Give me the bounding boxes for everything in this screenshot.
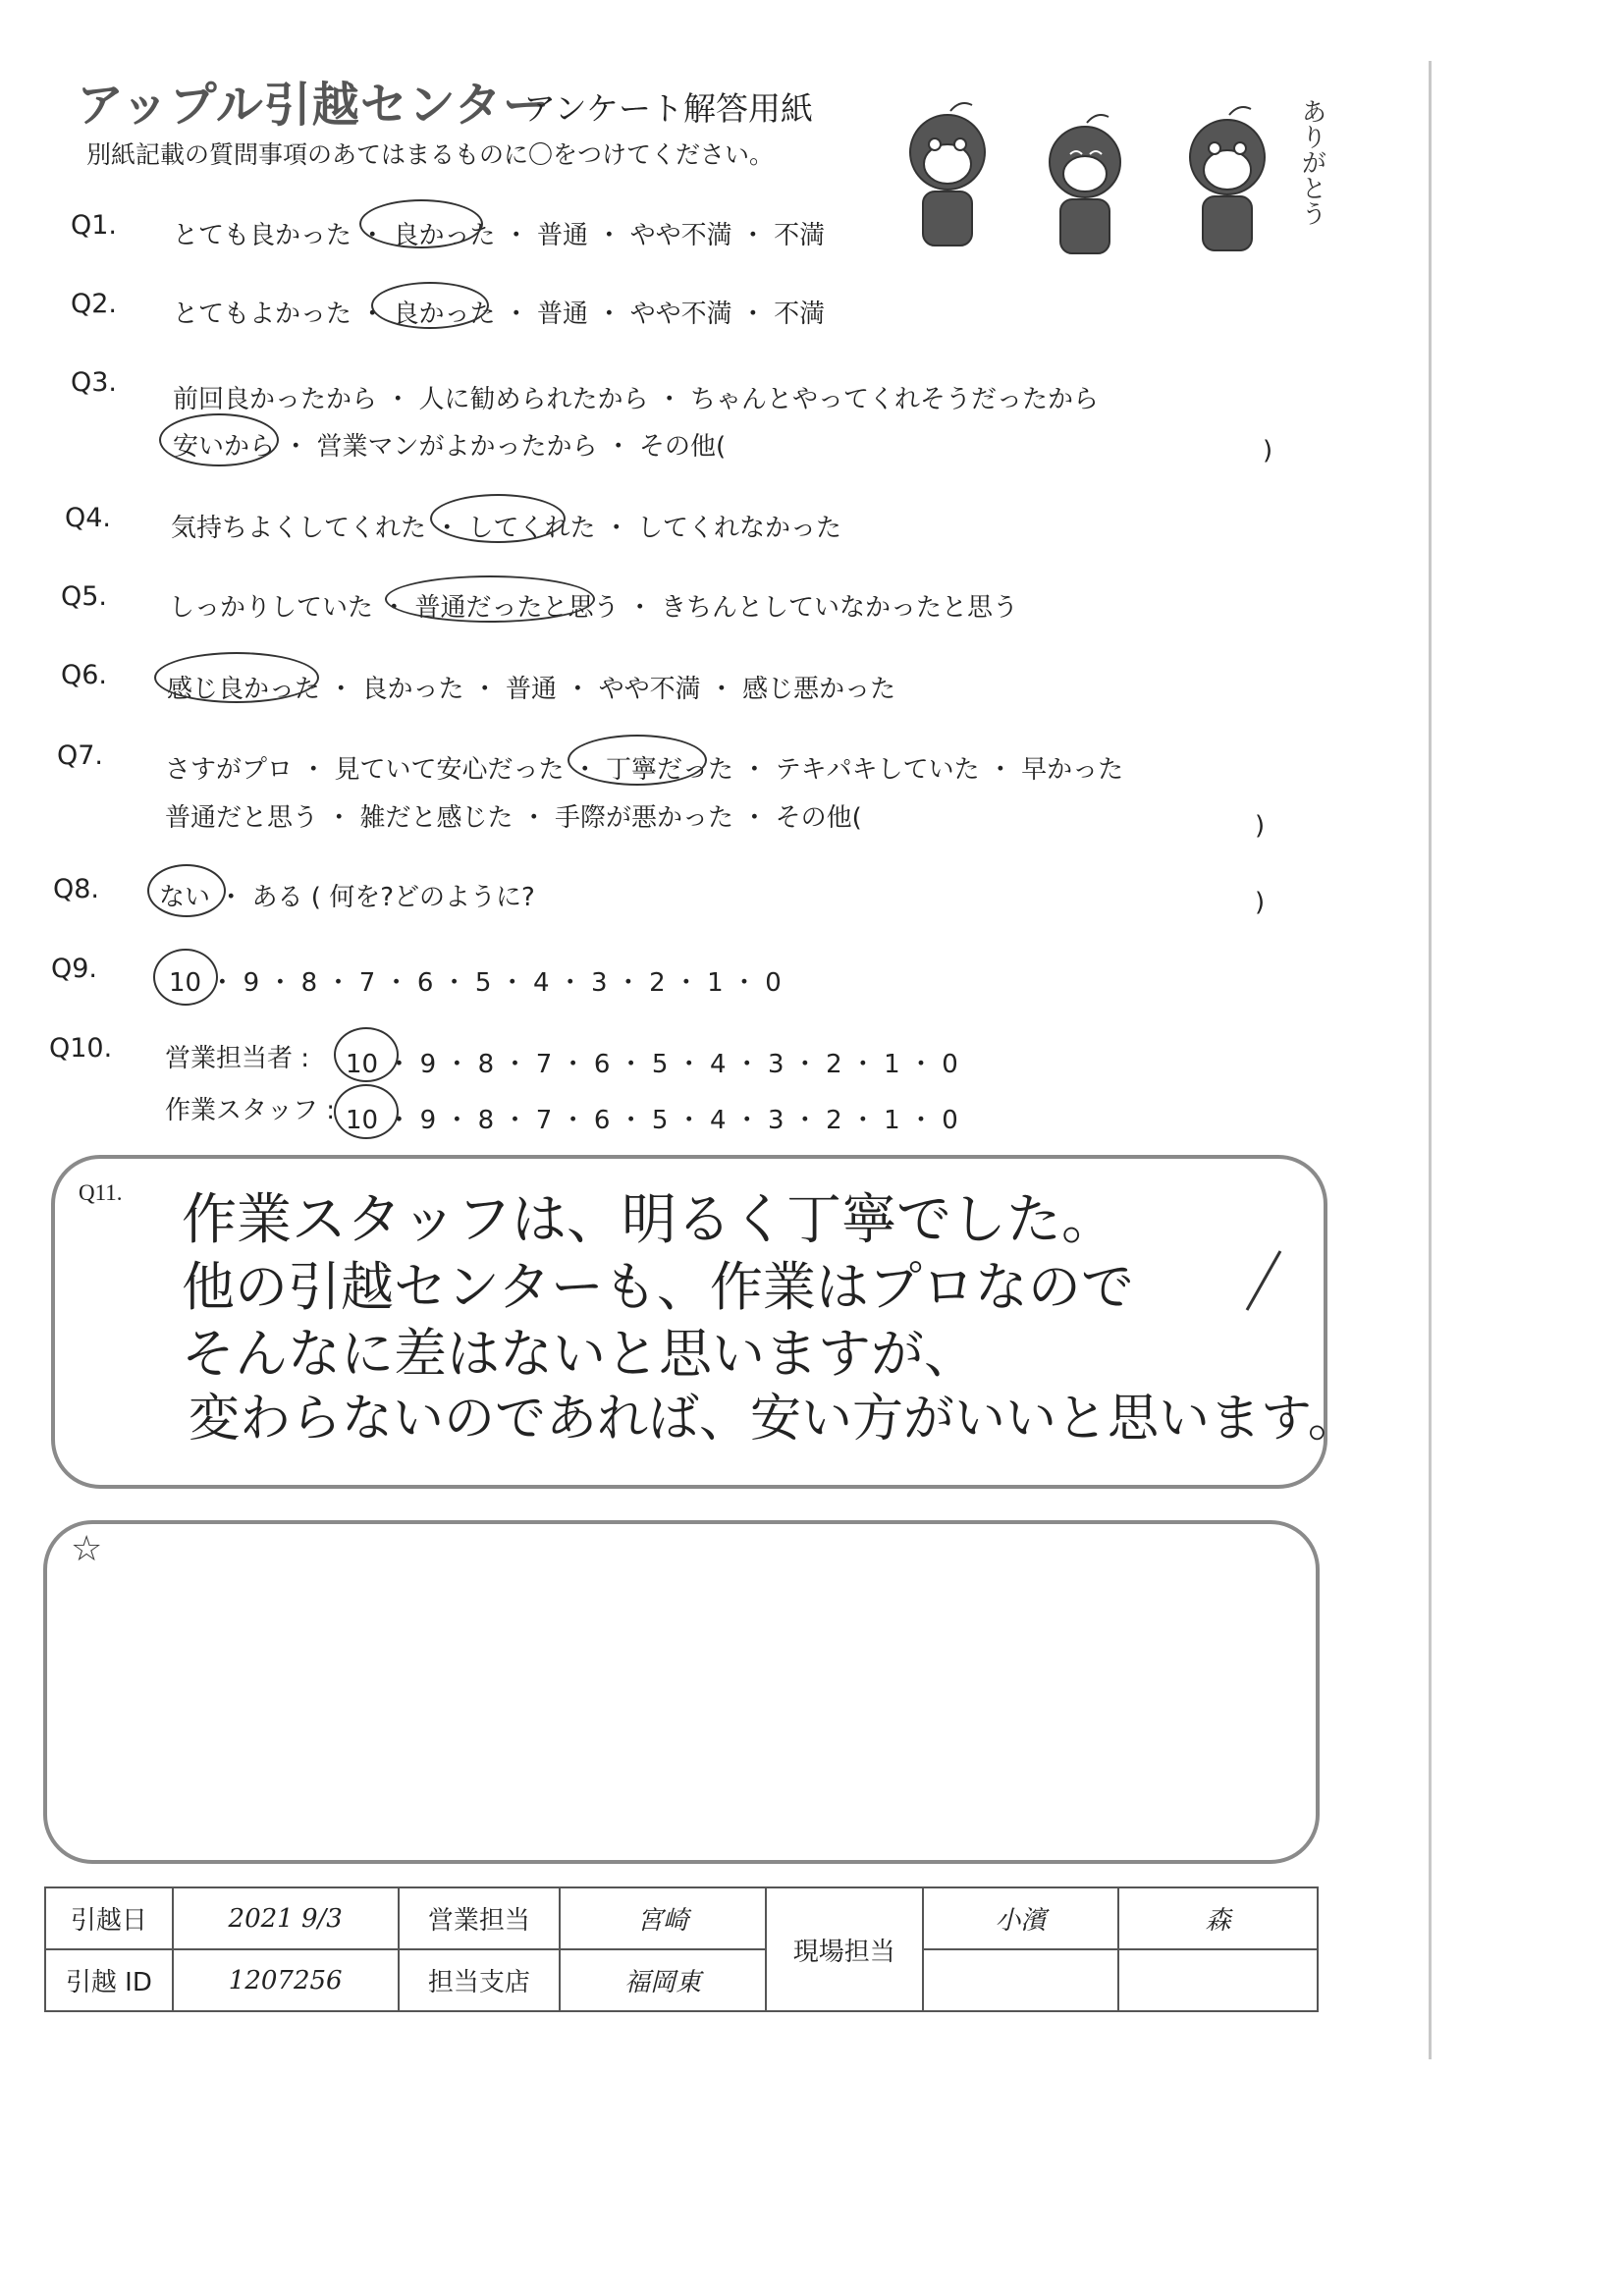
answer-circle-q3 (159, 413, 279, 466)
answer-circle-q7 (568, 735, 707, 786)
sales-rep-value: 宮崎 (560, 1887, 766, 1949)
question-label-q6: Q6. (61, 660, 108, 690)
star-icon: ☆ (71, 1529, 103, 1569)
question-options-q2: とてもよかった ・ 良かった ・ 普通 ・ やや不満 ・ 不満 (173, 300, 826, 329)
answer-circle-q8 (147, 864, 226, 917)
question-label-q2: Q2. (71, 289, 118, 319)
q11-comment-line-2: 他の引越センターも、作業はプロなので (182, 1256, 1134, 1318)
sales-rep-label: 営業担当 (399, 1887, 561, 1949)
site-rep-empty-2 (1118, 1949, 1318, 2011)
site-rep-empty-1 (923, 1949, 1119, 2011)
answer-circle-q5 (385, 575, 595, 623)
q11-comment-line-1: 作業スタッフは、明るく丁寧でした。 (182, 1188, 1116, 1252)
question-label-q9: Q9. (51, 954, 98, 984)
moving-id-label: 引越 ID (45, 1949, 173, 2011)
moving-date-label: 引越日 (45, 1887, 173, 1949)
question-options-q3-line2: 安いから ・ 営業マンがよかったから ・ その他( (173, 432, 727, 462)
question-label-q1: Q1. (71, 210, 118, 241)
question-options-q8: ない ・ ある ( 何を?どのように? (159, 883, 535, 912)
site-rep-value-2: 森 (1118, 1887, 1318, 1949)
question-options-q5: しっかりしていた ・ 普通だったと思う ・ きちんとしていなかったと思う (169, 593, 1019, 623)
moving-info-table (44, 1886, 1319, 2012)
q10-staff-scale: 10 ・ 9 ・ 8 ・ 7 ・ 6 ・ 5 ・ 4 ・ 3 ・ 2 ・ 1 ・ 0 (346, 1106, 958, 1135)
branch-label: 担当支店 (399, 1949, 561, 2011)
question-options-q6: 感じ良かった ・ 良かった ・ 普通 ・ やや不満 ・ 感じ悪かった (167, 675, 896, 704)
answer-circle-q2 (371, 282, 489, 329)
handwritten-slash-mark (1239, 1247, 1288, 1316)
moving-id-value: 1207256 (173, 1949, 399, 2011)
question-label-q4: Q4. (65, 503, 112, 533)
mascot-monkeys-illustration (884, 93, 1325, 270)
q11-label: Q11. (79, 1180, 123, 1205)
question-options-q3-line1: 前回良かったから ・ 人に勧められたから ・ ちゃんとやってくれそうだったから (173, 385, 1100, 414)
branch-value: 福岡東 (560, 1949, 766, 2011)
question-options-q9: 10 ・ 9 ・ 8 ・ 7 ・ 6 ・ 5 ・ 4 ・ 3 ・ 2 ・ 1 ・ 0 (169, 968, 782, 998)
question-options-q7-line2: 普通だと思う ・ 雑だと感じた ・ 手際が悪かった ・ その他( (165, 803, 862, 833)
monkey-icon (1190, 107, 1265, 250)
question-options-q1: とても良かった ・ 良かった ・ 普通 ・ やや不満 ・ 不満 (173, 221, 826, 250)
question-label-q5: Q5. (61, 581, 108, 612)
q10-staff-label: 作業スタッフ : (165, 1096, 336, 1125)
question-label-q8: Q8. (53, 874, 100, 904)
site-rep-label: 現場担当 (766, 1887, 923, 2011)
question-label-q3: Q3. (71, 367, 118, 398)
star-comment-box (43, 1520, 1320, 1864)
q11-comment-line-3: そんなに差はないと思いますが、 (182, 1323, 977, 1385)
q10-sales-scale: 10 ・ 9 ・ 8 ・ 7 ・ 6 ・ 5 ・ 4 ・ 3 ・ 2 ・ 1 ・ 0 (346, 1050, 958, 1079)
question-close-paren-q7: ) (1255, 811, 1266, 841)
answer-circle-q10-staff (334, 1084, 399, 1139)
scan-edge-line (1429, 61, 1432, 2059)
question-close-paren-q3: ) (1263, 436, 1273, 465)
brand-title: アップル引越センター (77, 78, 551, 133)
question-label-q10: Q10. (49, 1033, 113, 1064)
question-close-paren-q8: ) (1255, 888, 1266, 917)
moving-date-value: 2021 9/3 (173, 1887, 399, 1949)
answer-circle-q1 (359, 199, 483, 248)
monkey-icon (1050, 115, 1120, 253)
q11-comment-line-4: 変わらないのであれば、安い方がいいと思います。 (189, 1390, 1359, 1449)
site-rep-value-1: 小濱 (923, 1887, 1119, 1949)
mascot-caption: ありがとう (1297, 98, 1326, 226)
question-label-q7: Q7. (57, 740, 104, 771)
answer-circle-q10-sales (334, 1027, 399, 1082)
monkey-icon (910, 103, 985, 246)
answer-circle-q6 (154, 652, 319, 703)
form-instruction: 別紙記載の質問事項のあてはまるものに〇をつけてください。 (86, 140, 775, 169)
question-options-q7-line1: さすがプロ ・ 見ていて安心だった ・ 丁寧だった ・ テキパキしていた ・ 早かった (165, 755, 1124, 785)
form-subtitle: アンケート解答用紙 (523, 89, 814, 128)
answer-circle-q4 (430, 494, 566, 543)
q10-sales-label: 営業担当者 : (165, 1044, 310, 1073)
answer-circle-q9 (153, 949, 218, 1006)
question-options-q4: 気持ちよくしてくれた ・ してくれた ・ してくれなかった (171, 514, 842, 543)
